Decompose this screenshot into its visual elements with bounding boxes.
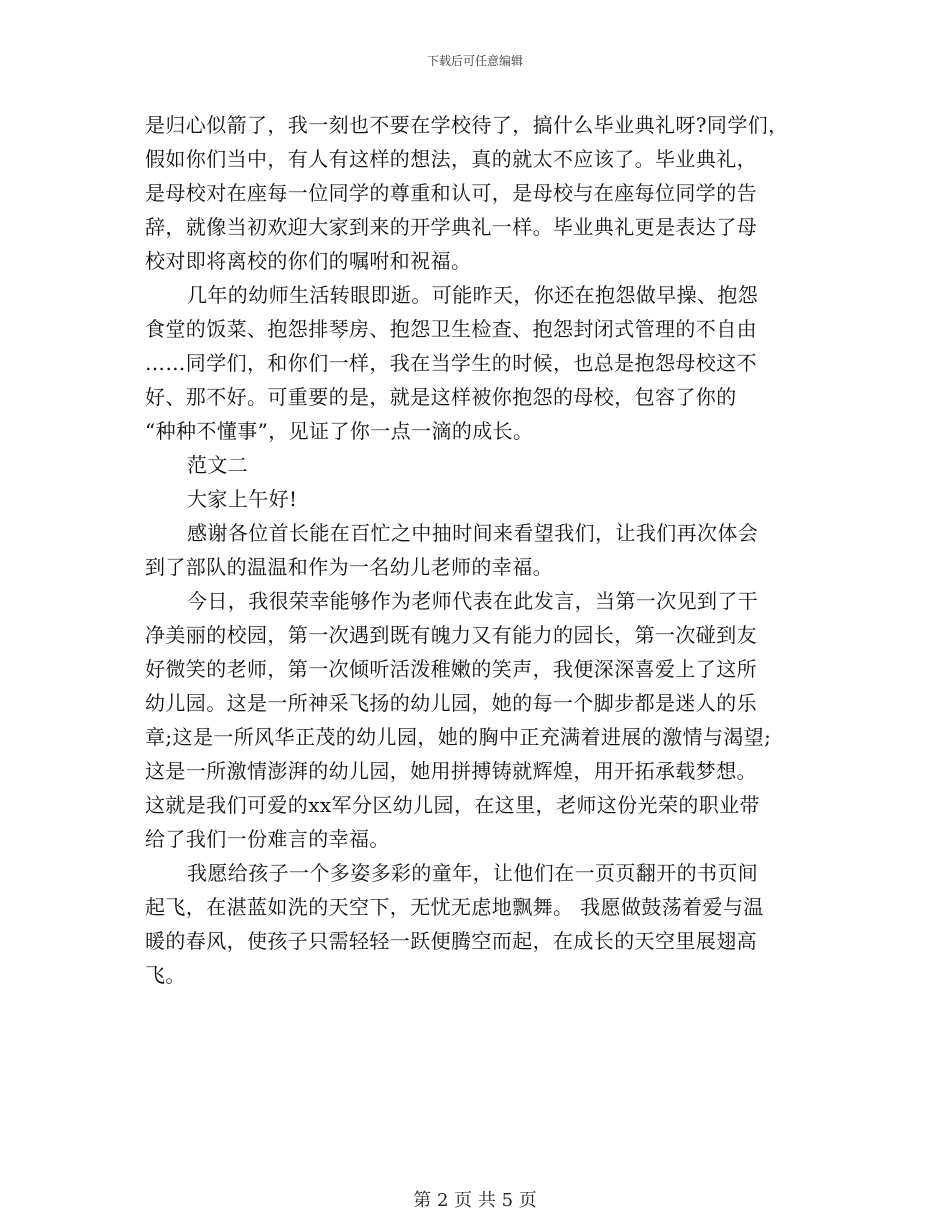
text-line: 校对即将离校的你们的嘱咐和祝福。 — [145, 249, 472, 273]
text-line: 是母校对在座每一位同学的尊重和认可，是母校与在座每位同学的告 — [145, 181, 757, 205]
text-line: 飞。 — [145, 963, 186, 987]
text-line: 暖的春风，使孩子只需轻轻一跃便腾空而起，在成长的天空里展翅高 — [145, 929, 757, 953]
text-line: 辞，就像当初欢迎大家到来的开学典礼一样。毕业典礼更是表达了母 — [145, 215, 757, 239]
text-line: 幼儿园。这是一所神采飞扬的幼儿园，她的每一个脚步都是迷人的乐 — [145, 691, 757, 715]
paragraph-start: 今日，我很荣幸能够作为老师代表在此发言，当第一次见到了干 — [187, 589, 759, 613]
text-line: 假如你们当中，有人有这样的想法，真的就太不应该了。毕业典礼， — [145, 147, 757, 171]
paragraph-start: 我愿给孩子一个多姿多彩的童年，让他们在一页页翻开的书页间 — [187, 861, 759, 885]
paragraph-start: 几年的幼师生活转眼即逝。可能昨天，你还在抱怨做早操、抱怨 — [187, 283, 759, 307]
text-line: 好微笑的老师，第一次倾听活泼稚嫩的笑声，我便深深喜爱上了这所 — [145, 657, 757, 681]
text-line: 起飞，在湛蓝如洗的天空下，无忧无虑地飘舞。 我愿做鼓荡着爱与温 — [145, 895, 764, 919]
text-line: 这就是我们可爱的xx军分区幼儿园，在这里，老师这份光荣的职业带 — [145, 793, 760, 817]
page-number: 第 2 页 共 5 页 — [413, 1190, 537, 1211]
text-line: ……同学们，和你们一样，我在当学生的时候，也总是抱怨母校这不 — [145, 351, 757, 375]
section-heading: 范文二 — [187, 453, 249, 477]
greeting: 大家上午好! — [187, 487, 298, 511]
text-line: 这是一所激情澎湃的幼儿园，她用拼搏铸就辉煌，用开拓承载梦想。 — [145, 759, 757, 783]
text-line: 是归心似箭了，我一刻也不要在学校待了，搞什么毕业典礼呀?同学们， — [145, 113, 789, 137]
text-line: 净美丽的校园，第一次遇到既有魄力又有能力的园长，第一次碰到友 — [145, 623, 757, 647]
text-line: 好、那不好。可重要的是，就是这样被你抱怨的母校，包容了你的 — [145, 385, 737, 409]
page-header: 下载后可任意编辑 — [426, 54, 523, 68]
text-line: 到了部队的温温和作为一名幼儿老师的幸福。 — [145, 555, 553, 579]
text-line: 食堂的饭菜、抱怨排琴房、抱怨卫生检查、抱怨封闭式管理的不自由 — [145, 317, 757, 341]
paragraph-start: 感谢各位首长能在百忙之中抽时间来看望我们，让我们再次体会 — [187, 521, 759, 545]
text-line: “种种不懂事”，见证了你一点一滴的成长。 — [145, 419, 534, 443]
text-line: 给了我们一份难言的幸福。 — [145, 827, 390, 851]
text-line: 章;这是一所风华正茂的幼儿园，她的胸中正充满着进展的激情与渴望; — [145, 725, 772, 749]
